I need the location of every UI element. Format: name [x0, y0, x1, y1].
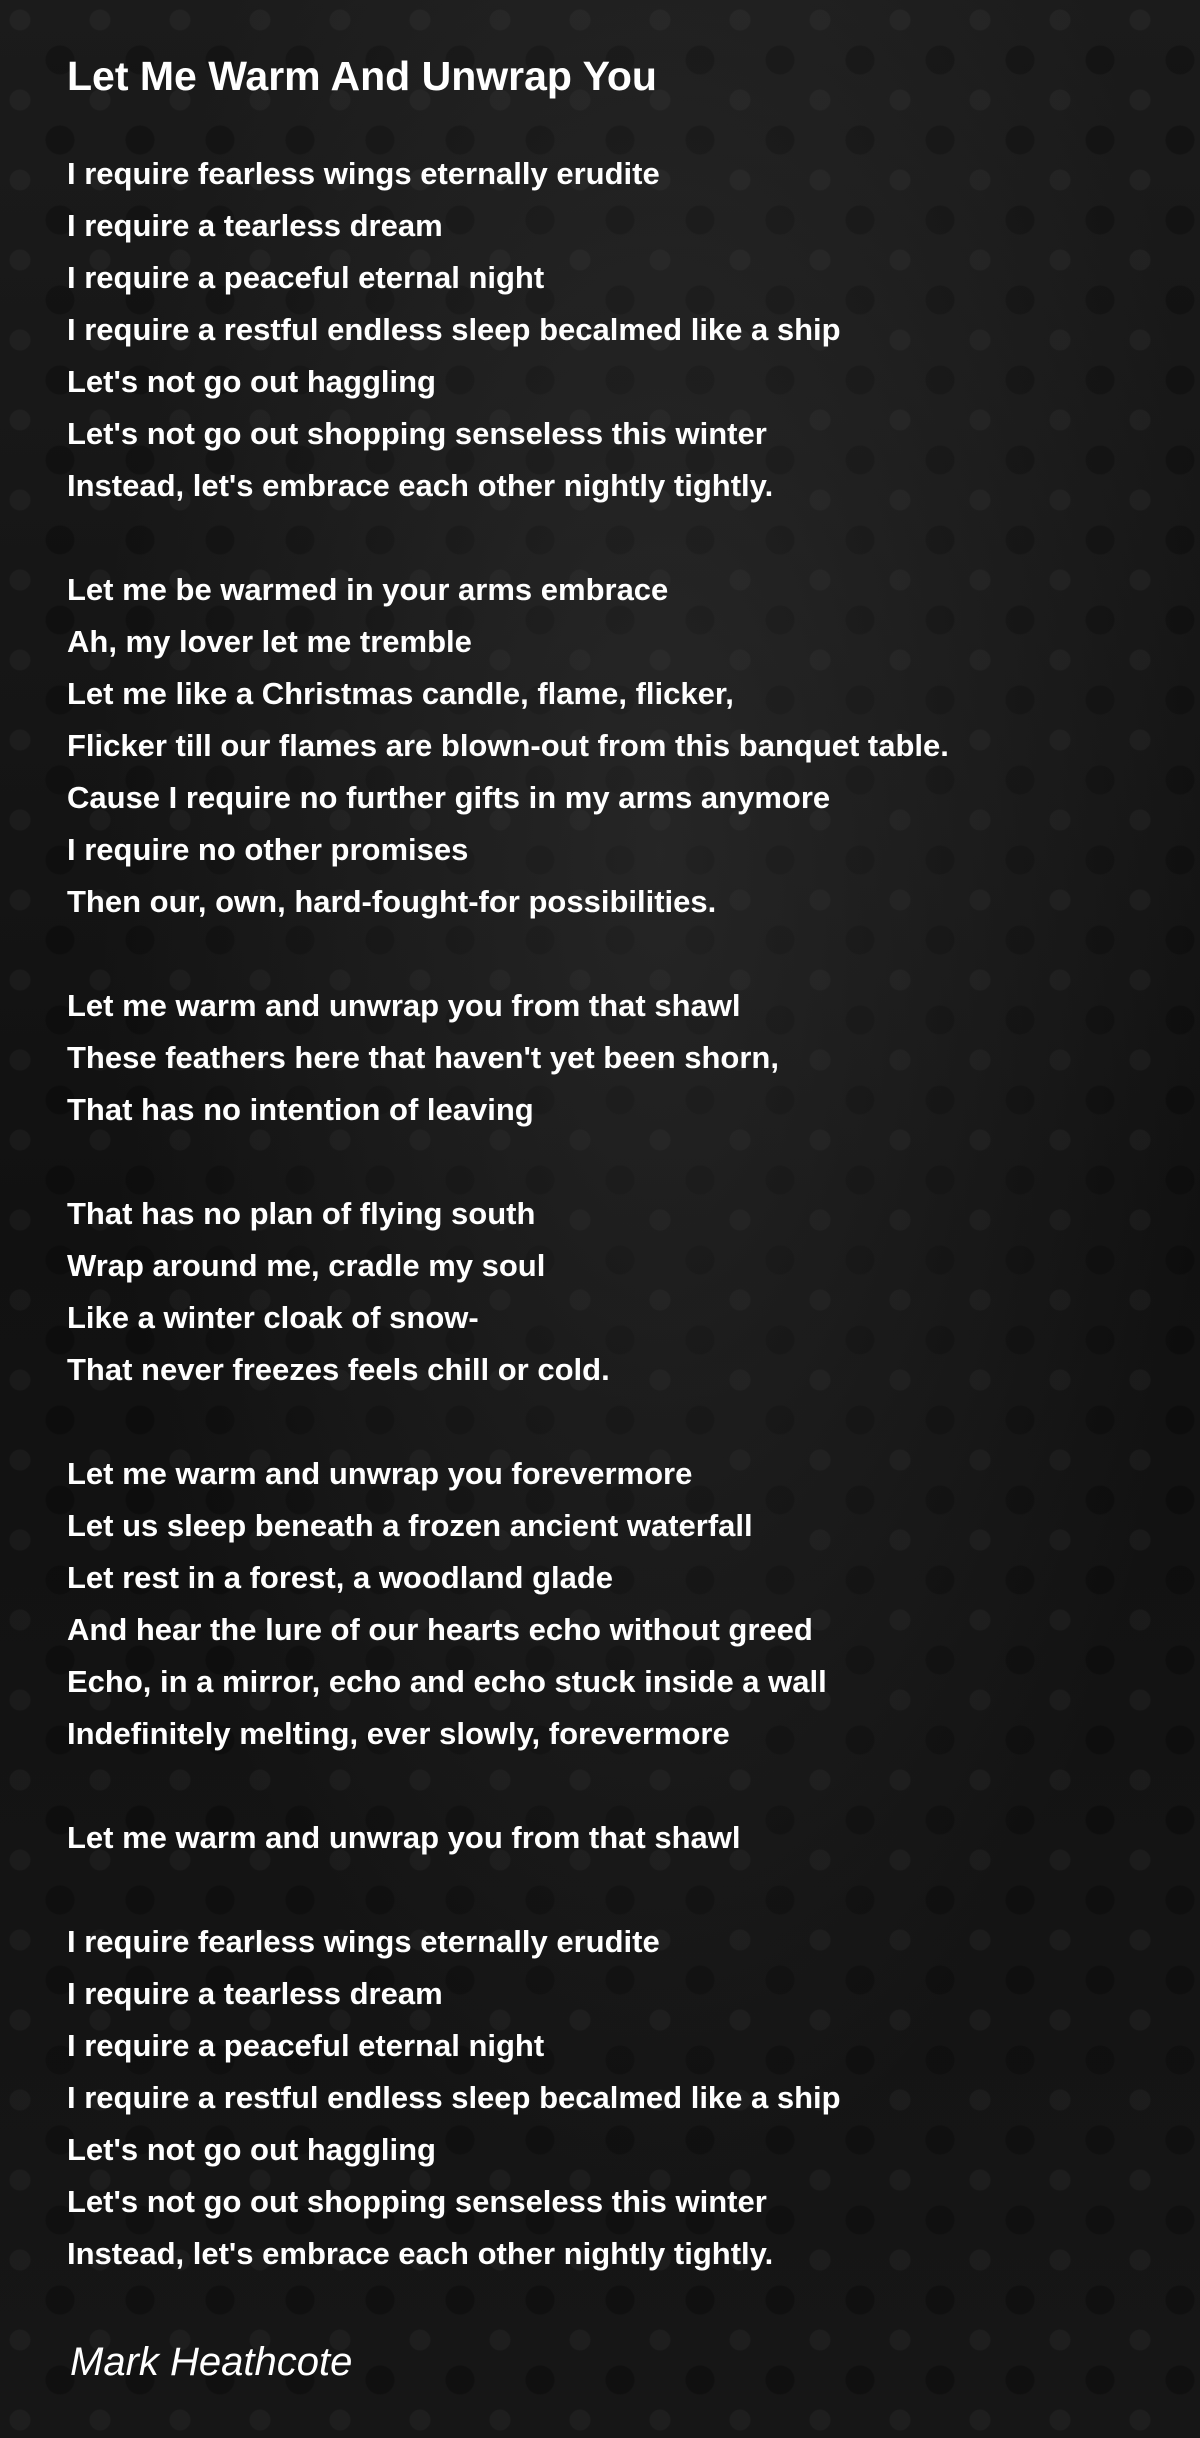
poem-line: Let rest in a forest, a woodland glade — [67, 1560, 614, 1595]
poem-stanza — [67, 1188, 1167, 1396]
poem-line: I require fearless wings eternally erudite — [67, 1924, 660, 1959]
poem-line: That never freezes feels chill or cold. — [67, 1352, 610, 1387]
poem-line: Then our, own, hard-fought-for possibilities. — [67, 884, 717, 919]
poem-line: I require a restful endless sleep becalmed like a ship — [67, 2080, 841, 2115]
poem-stanza — [67, 980, 1167, 1136]
poem-line: I require no other promises — [67, 832, 469, 867]
poem-stanza — [67, 1448, 1167, 1760]
poem-line: Wrap around me, cradle my soul — [67, 1248, 546, 1283]
poem-line: And hear the lure of our hearts echo without greed — [67, 1612, 813, 1647]
poem-line: Like a winter cloak of snow- — [67, 1300, 479, 1335]
poem-line: That has no plan of flying south — [67, 1196, 536, 1231]
poem-line: Flicker till our flames are blown-out from this banquet table. — [67, 728, 949, 763]
poem-line: Instead, let's embrace each other nightly tightly. — [67, 2236, 774, 2271]
poem-line: Let's not go out haggling — [67, 2132, 436, 2167]
poem-line: Let me warm and unwrap you forevermore — [67, 1456, 693, 1491]
poem-line: Ah, my lover let me tremble — [67, 624, 472, 659]
poem-line: I require fearless wings eternally erudite — [67, 156, 660, 191]
poem-line: Let's not go out haggling — [67, 364, 436, 399]
poem-stanza — [67, 1812, 1167, 1864]
poem-line: Let's not go out shopping senseless this winter — [67, 2184, 767, 2219]
poem-body — [67, 148, 1167, 2332]
poem-author: Mark Heathcote — [70, 2340, 353, 2384]
poem-line: These feathers here that haven't yet been shorn, — [67, 1040, 779, 1075]
poem-stanza — [67, 148, 1167, 512]
poem-line: Let me be warmed in your arms embrace — [67, 572, 669, 607]
poem-line: Let us sleep beneath a frozen ancient waterfall — [67, 1508, 753, 1543]
poem-line: Let's not go out shopping senseless this winter — [67, 416, 767, 451]
poem-line: I require a restful endless sleep becalmed like a ship — [67, 312, 841, 347]
poem-title: Let Me Warm And Unwrap You — [67, 53, 657, 99]
poem-line: Let me like a Christmas candle, flame, flicker, — [67, 676, 734, 711]
poem-line: Indefinitely melting, ever slowly, forevermore — [67, 1716, 730, 1751]
poem-line: That has no intention of leaving — [67, 1092, 534, 1127]
poem-line: I require a peaceful eternal night — [67, 2028, 545, 2063]
poem-line: Let me warm and unwrap you from that shawl — [67, 1820, 741, 1855]
poem-line: Instead, let's embrace each other nightly tightly. — [67, 468, 774, 503]
poem-line: I require a peaceful eternal night — [67, 260, 545, 295]
poem-line: Cause I require no further gifts in my arms anymore — [67, 780, 831, 815]
poem-line: Let me warm and unwrap you from that shawl — [67, 988, 741, 1023]
poem-stanza — [67, 564, 1167, 928]
poem-line: Echo, in a mirror, echo and echo stuck inside a wall — [67, 1664, 827, 1699]
poem-line: I require a tearless dream — [67, 208, 443, 243]
poem-stanza — [67, 1916, 1167, 2280]
poem-line: I require a tearless dream — [67, 1976, 443, 2011]
